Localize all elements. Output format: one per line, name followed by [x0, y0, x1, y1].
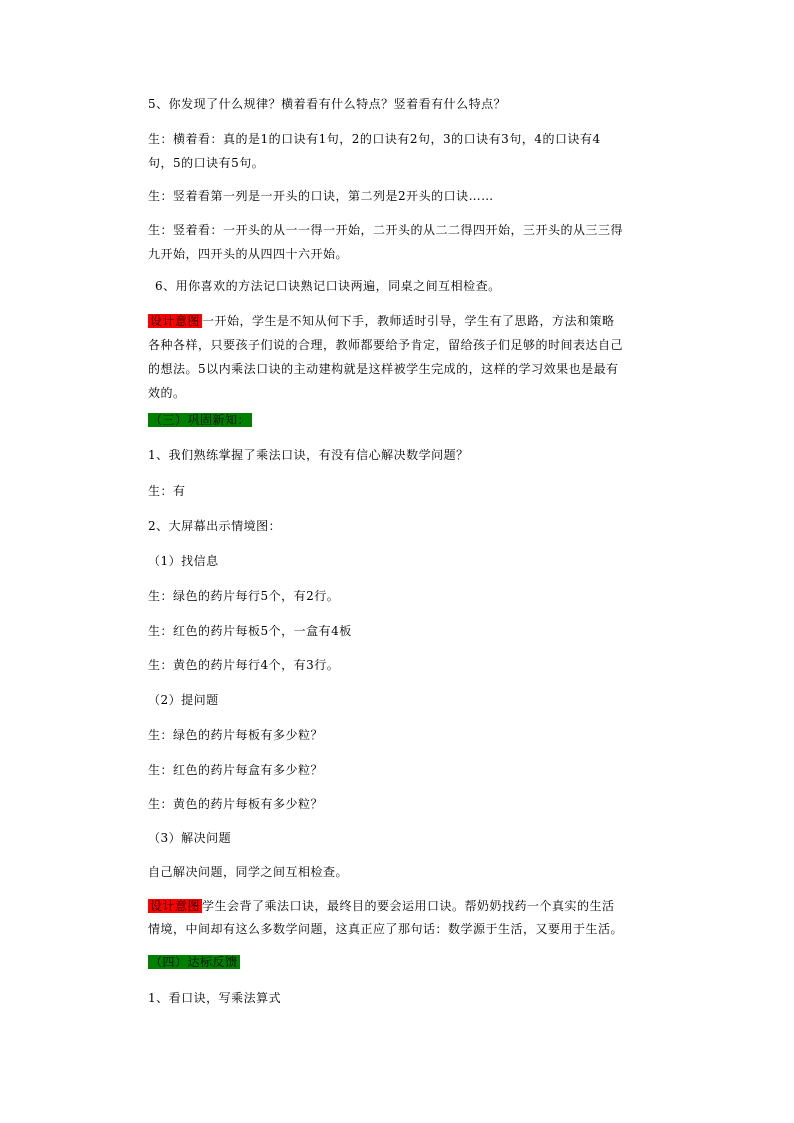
design-intent-text-2: 学生会背了乘法口诀，最终目的要会运用口诀。帮奶奶找药一个真实的生活 — [202, 899, 615, 913]
section-4-tag: （四）达标反馈 — [150, 955, 238, 969]
design-intent-1-line-2: 各种各样，只要孩子们说的合理，教师都要给予肯定，留给孩子们足够的时间表达自己 — [148, 338, 624, 352]
answer-2: 生：竖着看第一列是一开头的口诀，第二列是2开头的口诀…… — [148, 189, 494, 203]
subheading-ask: （2）提问题 — [148, 693, 219, 707]
ask-green: 生：绿色的药片每板有多少粒？ — [148, 728, 324, 742]
info-red: 生：红色的药片每板5个，一盒有4板 — [148, 624, 352, 638]
section-3-tag: （三）巩固新知： — [150, 413, 251, 427]
info-yellow: 生：黄色的药片每行4个，有3行。 — [148, 658, 340, 672]
design-intent-1-line-3: 的想法。5以内乘法口诀的主动建构就是这样被学生完成的，这样的学习效果也是最有 — [148, 362, 619, 376]
design-intent-2-line-1 — [148, 894, 615, 918]
design-intent-tag-2: 设计意图 — [150, 899, 201, 913]
subheading-find-info: （1）找信息 — [148, 554, 219, 568]
section-3-answer-1: 生：有 — [148, 484, 186, 498]
question-5: 5、你发现了什么规律？横着看有什么特点？竖着看有什么特点？ — [148, 97, 507, 111]
design-intent-text: 一开始，学生是不知从何下手，教师适时引导，学生有了思路，方法和策略 — [202, 314, 615, 328]
ask-red: 生：红色的药片每盒有多少粒？ — [148, 763, 324, 777]
answer-1-line-2: 句，5的口诀有5句。 — [148, 156, 265, 170]
answer-3-line-2: 九开始，四开头的从四四十六开始。 — [148, 247, 349, 261]
section-4-question-1: 1、看口诀，写乘法算式 — [148, 991, 282, 1005]
section-3-question-1: 1、我们熟练掌握了乘法口诀，有没有信心解决数学问题？ — [148, 448, 469, 462]
design-intent-tag: 设计意图 — [150, 314, 201, 328]
question-6: 6、用你喜欢的方法记口诀熟记口诀两遍，同桌之间互相检查。 — [155, 279, 501, 293]
answer-1-line-1: 生：横着看：真的是1的口诀有1句，2的口诀有2句，3的口诀有3句，4的口诀有4 — [148, 132, 601, 146]
section-3-question-2: 2、大屏幕出示情境图： — [148, 519, 282, 533]
info-green: 生：绿色的药片每行5个，有2行。 — [148, 589, 340, 603]
design-intent-1-line-1 — [148, 309, 615, 333]
solve-text: 自己解决问题，同学之间互相检查。 — [148, 865, 349, 879]
section-3-heading — [148, 408, 252, 432]
design-intent-2-line-2: 情境，中间却有这么多数学问题，这真正应了那句话：数学源于生活，又要用于生活。 — [148, 922, 624, 936]
design-intent-1-line-4: 效的。 — [148, 386, 186, 400]
ask-yellow: 生：黄色的药片每板有多少粒？ — [148, 797, 324, 811]
subheading-solve: （3）解决问题 — [148, 831, 232, 845]
section-4-heading — [148, 950, 240, 974]
answer-3-line-1: 生：竖着看：一开头的从一一得一开始，二开头的从二二得四开始，三开头的从三三得 — [148, 223, 624, 237]
